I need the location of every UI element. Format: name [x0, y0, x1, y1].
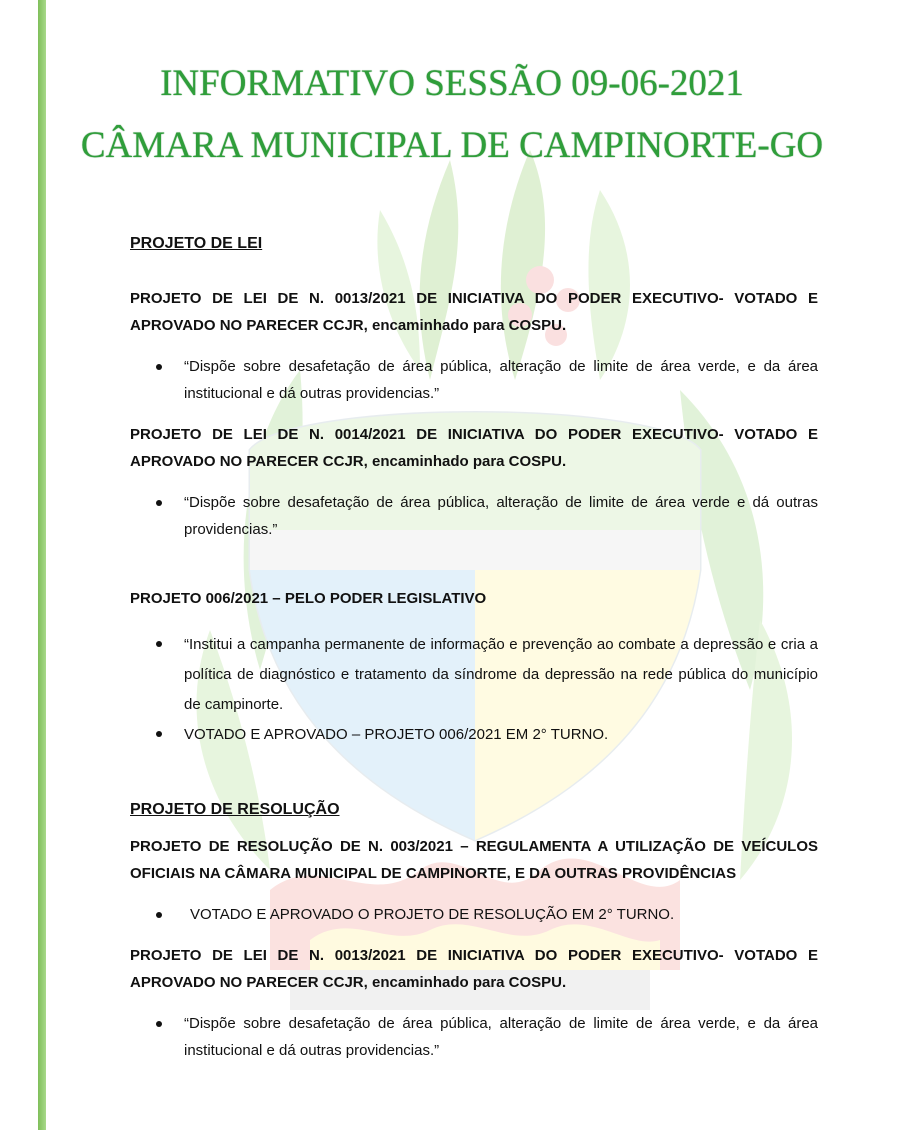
projeto-006-title: PROJETO 006/2021 – PELO PODER LEGISLATIVO [130, 590, 487, 607]
projeto-lei-0014-title: PROJETO DE LEI DE N. 0014/2021 DE INICIATIVA DO PODER EXECUTIVO- VOTADO E APROVADO NO PARECER CCJR, encaminhado para COSPU. [130, 426, 818, 470]
page-title-line2: CÂMARA MUNICIPAL DE CAMPINORTE-GO [80, 125, 824, 166]
list-item: “Dispõe sobre desafetação de área pública, alteração de limite de área verde e dá outras providencias.” [130, 489, 818, 543]
projeto-006-bullets [130, 630, 818, 750]
projeto-lei-0013-title: PROJETO DE LEI DE N. 0013/2021 DE INICIATIVA DO PODER EXECUTIVO- VOTADO E APROVADO NO PARECER CCJR, encaminhado para COSPU. [130, 290, 818, 334]
list-item: “Institui a campanha permanente de informação e prevenção ao combate a depressão e cria a política de diagnóstico e tratamento da síndrome da depressão na rede pública do município de campinorte. [130, 630, 818, 720]
projeto-lei-0013-repeat-title: PROJETO DE LEI DE N. 0013/2021 DE INICIATIVA DO PODER EXECUTIVO- VOTADO E APROVADO NO PARECER CCJR, encaminhado para COSPU. [130, 947, 818, 991]
projeto-resolucao-003-title: PROJETO DE RESOLUÇÃO DE N. 003/2021 – REGULAMENTA A UTILIZAÇÃO DE VEÍCULOS OFICIAIS NA CÂMARA MUNICIPAL DE CAMPINORTE, E DA OUTRAS PROVIDÊNCIAS [130, 838, 818, 882]
page-title-line1: INFORMATIVO SESSÃO 09-06-2021 [160, 63, 744, 104]
projeto-lei-0013-repeat-bullets [130, 1010, 818, 1064]
list-item: “Dispõe sobre desafetação de área pública, alteração de limite de área verde, e da área institucional e dá outras providencias.” [130, 1010, 818, 1064]
projeto-resolucao-003-bullets [130, 901, 818, 928]
projeto-lei-0013-bullets [130, 353, 818, 407]
list-item: VOTADO E APROVADO O PROJETO DE RESOLUÇÃO EM 2° TURNO. [130, 901, 818, 928]
left-border-bar [38, 0, 46, 1130]
section-heading-projeto-resolucao: PROJETO DE RESOLUÇÃO [130, 801, 340, 818]
document-body [130, 230, 818, 1064]
list-item: VOTADO E APROVADO – PROJETO 006/2021 EM 2° TURNO. [130, 720, 818, 750]
list-item: “Dispõe sobre desafetação de área pública, alteração de limite de área verde, e da área institucional e dá outras providencias.” [130, 353, 818, 407]
section-heading-projeto-lei: PROJETO DE LEI [130, 235, 263, 252]
projeto-lei-0014-bullets [130, 489, 818, 543]
